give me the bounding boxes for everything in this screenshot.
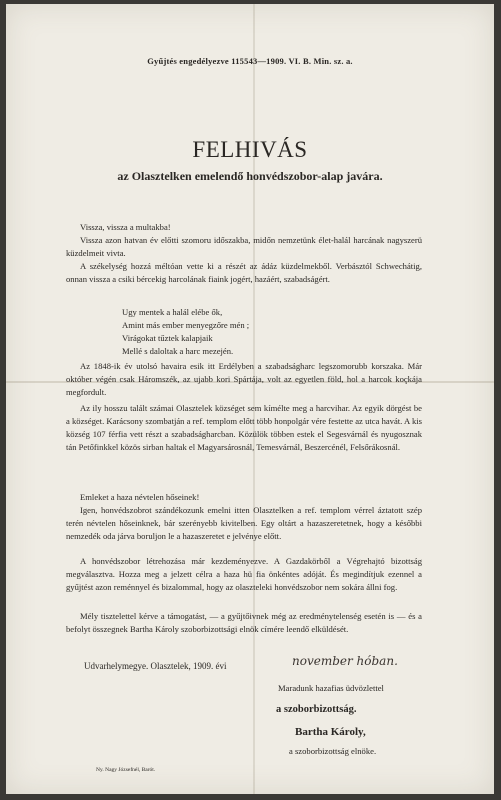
verse-line-3: Virágokat tűztek kalapjaik [122, 333, 213, 343]
verse-line-4: Mellé s daloltak a harc mezején. [122, 346, 234, 356]
document-sheet [6, 4, 494, 794]
paragraph-2: Vissza azon hatvan év előtti szomoru időszakba, midőn nemzetünk élet-halál harcának nagyszerü küzdelmeit vivta. [66, 235, 422, 258]
document-subtitle: az Olasztelken emelendő honvédszobor-alap javára. [117, 169, 383, 183]
paragraph-8: A honvédszobor létrehozása már kezdeményezve. A Gazdakörből a Végrehajtó bizottság megválasztva. Hozza meg a jelzett célra a haza hü fia önkéntes adóját. És megindítjuk ezennel a gyűjtést azon reménnyel és bizalommal, hogy az olaszteleki honvédszobor nem sokára állni fog. [66, 556, 422, 592]
document-title: FELHIVÁS [192, 137, 308, 162]
signer-role: a szoborbizottság elnöke. [289, 746, 377, 756]
verse-line-1: Ugy mentek a halál elébe ők, [122, 307, 223, 317]
verse-line-2: Amint más ember menyegzőre mén ; [122, 320, 250, 330]
permit-line: Gyűjtés engedélyezve 115543—1909. VI. B. Min. sz. a. [147, 56, 353, 66]
paragraph-7: Igen, honvédszobrot szándékozunk emelni itten Olasztelken a ref. templom vérrel áztatott szép terén névtelen hőseinknek, bár szerényebb kivitelben. Egy oltárt a hazaszeretetnek, hogy a későbbi nemzedék oda járva boruljon le a hazaszeretet e jelvénye előtt. [66, 505, 422, 541]
place-date: Udvarhelymegye. Olasztelek, 1909. évi [84, 661, 227, 671]
paragraph-3: A székelység hozzá méltóan vette ki a részét az ádáz küzdelmekből. Verbásztól Schwechátig, onnan vissza a csiki bércekig harcolának fiaink jogért, hazáért, szabadságért. [66, 261, 422, 284]
handwritten-date: november hóban. [292, 654, 398, 668]
paragraph-1: Vissza, vissza a multakba! [80, 222, 171, 232]
paragraph-4: Az 1848-ik év utolsó havaira esik itt Erdélyben a szabadságharc legszomorubb korszaka. Már október végén csak Háromszék, az ujabb kori Spártája, volt az egyetlen föld, hol a harcok koçkája megfordult. [66, 361, 422, 397]
printer-imprint: Ny. Nagy Józsefnél, Barót. [96, 767, 156, 773]
closing-greeting: Maradunk hazafias üdvözlettel [278, 683, 384, 693]
paragraph-5: Az ily hosszu talált számai Olasztelek községet sem kímélte meg a harcvihar. Az egyik dörgést be a községet. Karácsony szombatján a ref. templom előtt több honpolgár vére festette az utca havát. A kis község 107 férfia vett részt a szabadságharcban. Közülök többen estek el Segesvárnál és nyugosznak tán Petőfinkkel közös sirban haltak el Magyarsárosnál, Temesvárnál, Beszercénél, Felsőrákosnál. [66, 403, 422, 452]
paragraph-9: Mély tisztelettel kérve a támogatást, — a gyűjtőivnek még az eredménytelenség esetén is — és a befolyt összegnek Bartha Károly szoborbizottsági elnök címére leendő elküldését. [66, 611, 422, 634]
paragraph-6: Emleket a haza névtelen hőseinek! [80, 492, 200, 502]
committee-name: a szoborbizottság. [276, 704, 357, 715]
fold-line-vertical [253, 4, 255, 794]
signer-name: Bartha Károly, [295, 726, 366, 738]
